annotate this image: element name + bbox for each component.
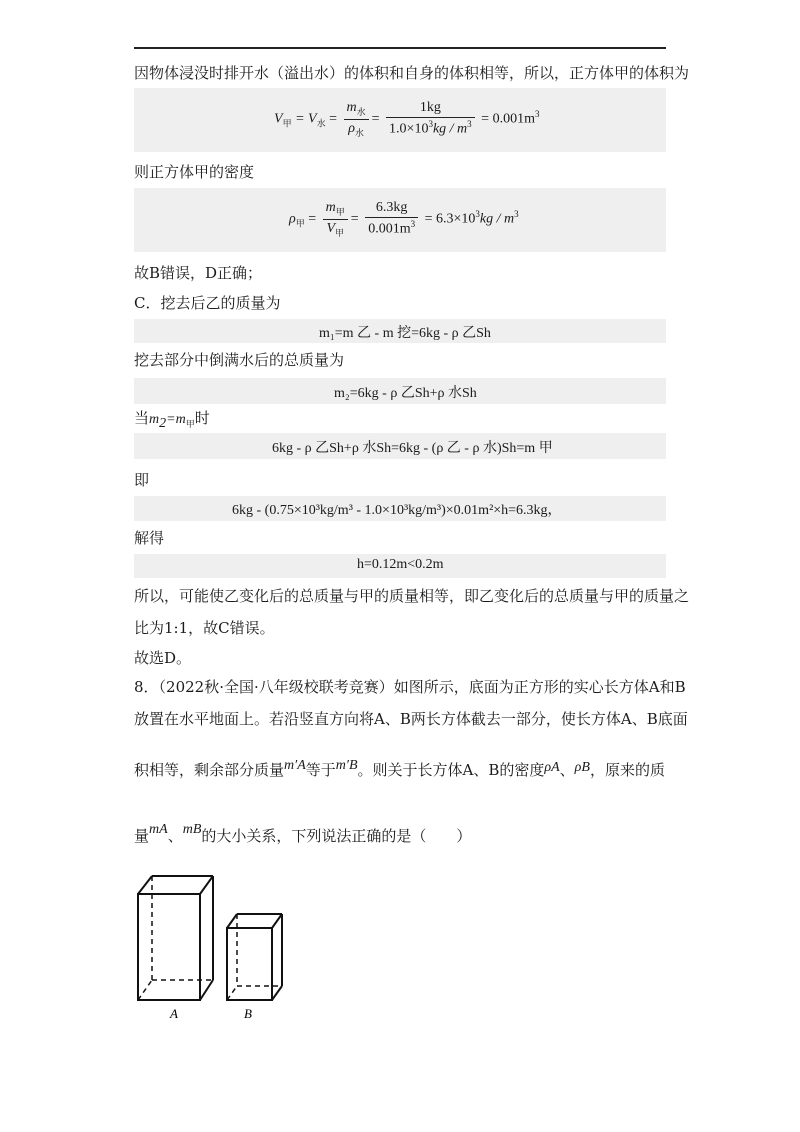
math-mB: mB <box>182 822 202 837</box>
equation-box-7 <box>134 554 666 578</box>
math-mB-prime: m′B <box>335 758 358 773</box>
question-line-4: 量mA、mB的大小关系，下列说法正确的是（ ） <box>134 822 472 845</box>
math-rhoA: ρA <box>544 760 560 775</box>
math-mA-prime: m′A <box>284 758 306 773</box>
fraction-numeric: $\frac{1kg}{1.0\times 10^3kg / m^3}$ <box>386 100 475 138</box>
text-line-10: 比为1:1，故C错误。 <box>134 619 275 637</box>
text-line-11: 故选D。 <box>134 649 192 667</box>
text-line-5: 挖去部分中倒满水后的总质量为 <box>134 351 345 369</box>
equation-result: h=0.12m<0.2m <box>357 557 444 572</box>
prism-a <box>138 876 213 1000</box>
equation-box-3 <box>134 319 666 343</box>
prism-b <box>227 914 282 1000</box>
text-line-3: 故B错误，D正确； <box>134 264 263 282</box>
math-mA: mA <box>149 822 168 837</box>
header-rule <box>134 47 666 49</box>
equation-condition: 6kg - ρ 乙Sh+ρ 水Sh=6kg - (ρ 乙 - ρ 水)Sh=m 甲 <box>272 441 553 456</box>
text-line-1: 因物体浸没时排开水（溢出水）的体积和自身的体积相等，所以，正方体甲的体积为 <box>134 64 690 82</box>
text-line-2: 则正方体甲的密度 <box>134 163 255 181</box>
equation-density: $\rho_甲$ = $\frac{m_甲}{V_甲}$ = $\frac{6.3kg}{0.001m^3}$ = $6.3\times 10^3kg / m^3$ <box>289 200 519 238</box>
text-line-7: 即 <box>134 471 150 489</box>
equation-box-5 <box>134 433 666 459</box>
text-line-9: 所以，可能使乙变化后的总质量与甲的质量相等，即乙变化后的总质量与甲的质量之 <box>134 587 690 605</box>
text-line-6: 当$m_2=m_甲$时 <box>134 409 210 431</box>
math-rhoB: ρB <box>574 760 590 775</box>
prism-figure <box>130 868 300 1023</box>
question-line-2: 放置在水平地面上。若沿竖直方向将A、B两长方体截去一部分，使长方体A、B底面 <box>134 710 688 728</box>
question-line-3: 积相等，剩余部分质量m′A等于m′B。则关于长方体A、B的密度ρA、ρB，原来的质 <box>134 758 665 779</box>
equation-box-4 <box>134 378 666 404</box>
label-a: A <box>170 1006 178 1021</box>
equation-volume: $V_甲 = V_水$ = $\frac{m_水}{\rho_水}$ = $\frac{1kg}{1.0\times 10^3kg / m^3}$ = $0.001m^3$ <box>274 100 540 138</box>
text-line-4: C．挖去后乙的质量为 <box>134 294 281 312</box>
equation-box-1 <box>134 88 666 152</box>
question-line-1: 8．（2022秋·全国·八年级校联考竞赛）如图所示，底面为正方形的实心长方体A和B <box>134 678 686 696</box>
fraction-density-numeric: $\frac{6.3kg}{0.001m^3}$ <box>365 200 418 238</box>
equation-m1: m₁=m 乙 - m 挖=6kg - ρ 乙Sh <box>319 326 491 341</box>
equation-m2: m₂=6kg - ρ 乙Sh+ρ 水Sh <box>334 386 477 401</box>
label-b: B <box>244 1006 252 1021</box>
fraction-m-over-v: $\frac{m_甲}{V_甲}$ <box>323 200 348 239</box>
fraction-m-over-rho: $\frac{m_水}{\rho_水}$ <box>344 100 369 139</box>
text-line-8: 解得 <box>134 529 165 547</box>
equation-box-6 <box>134 496 666 521</box>
equation-box-2 <box>134 188 666 252</box>
equation-substitution: 6kg - (0.75×10³kg/m³ - 1.0×10³kg/m³)×0.01m²×h=6.3kg， <box>232 503 562 518</box>
